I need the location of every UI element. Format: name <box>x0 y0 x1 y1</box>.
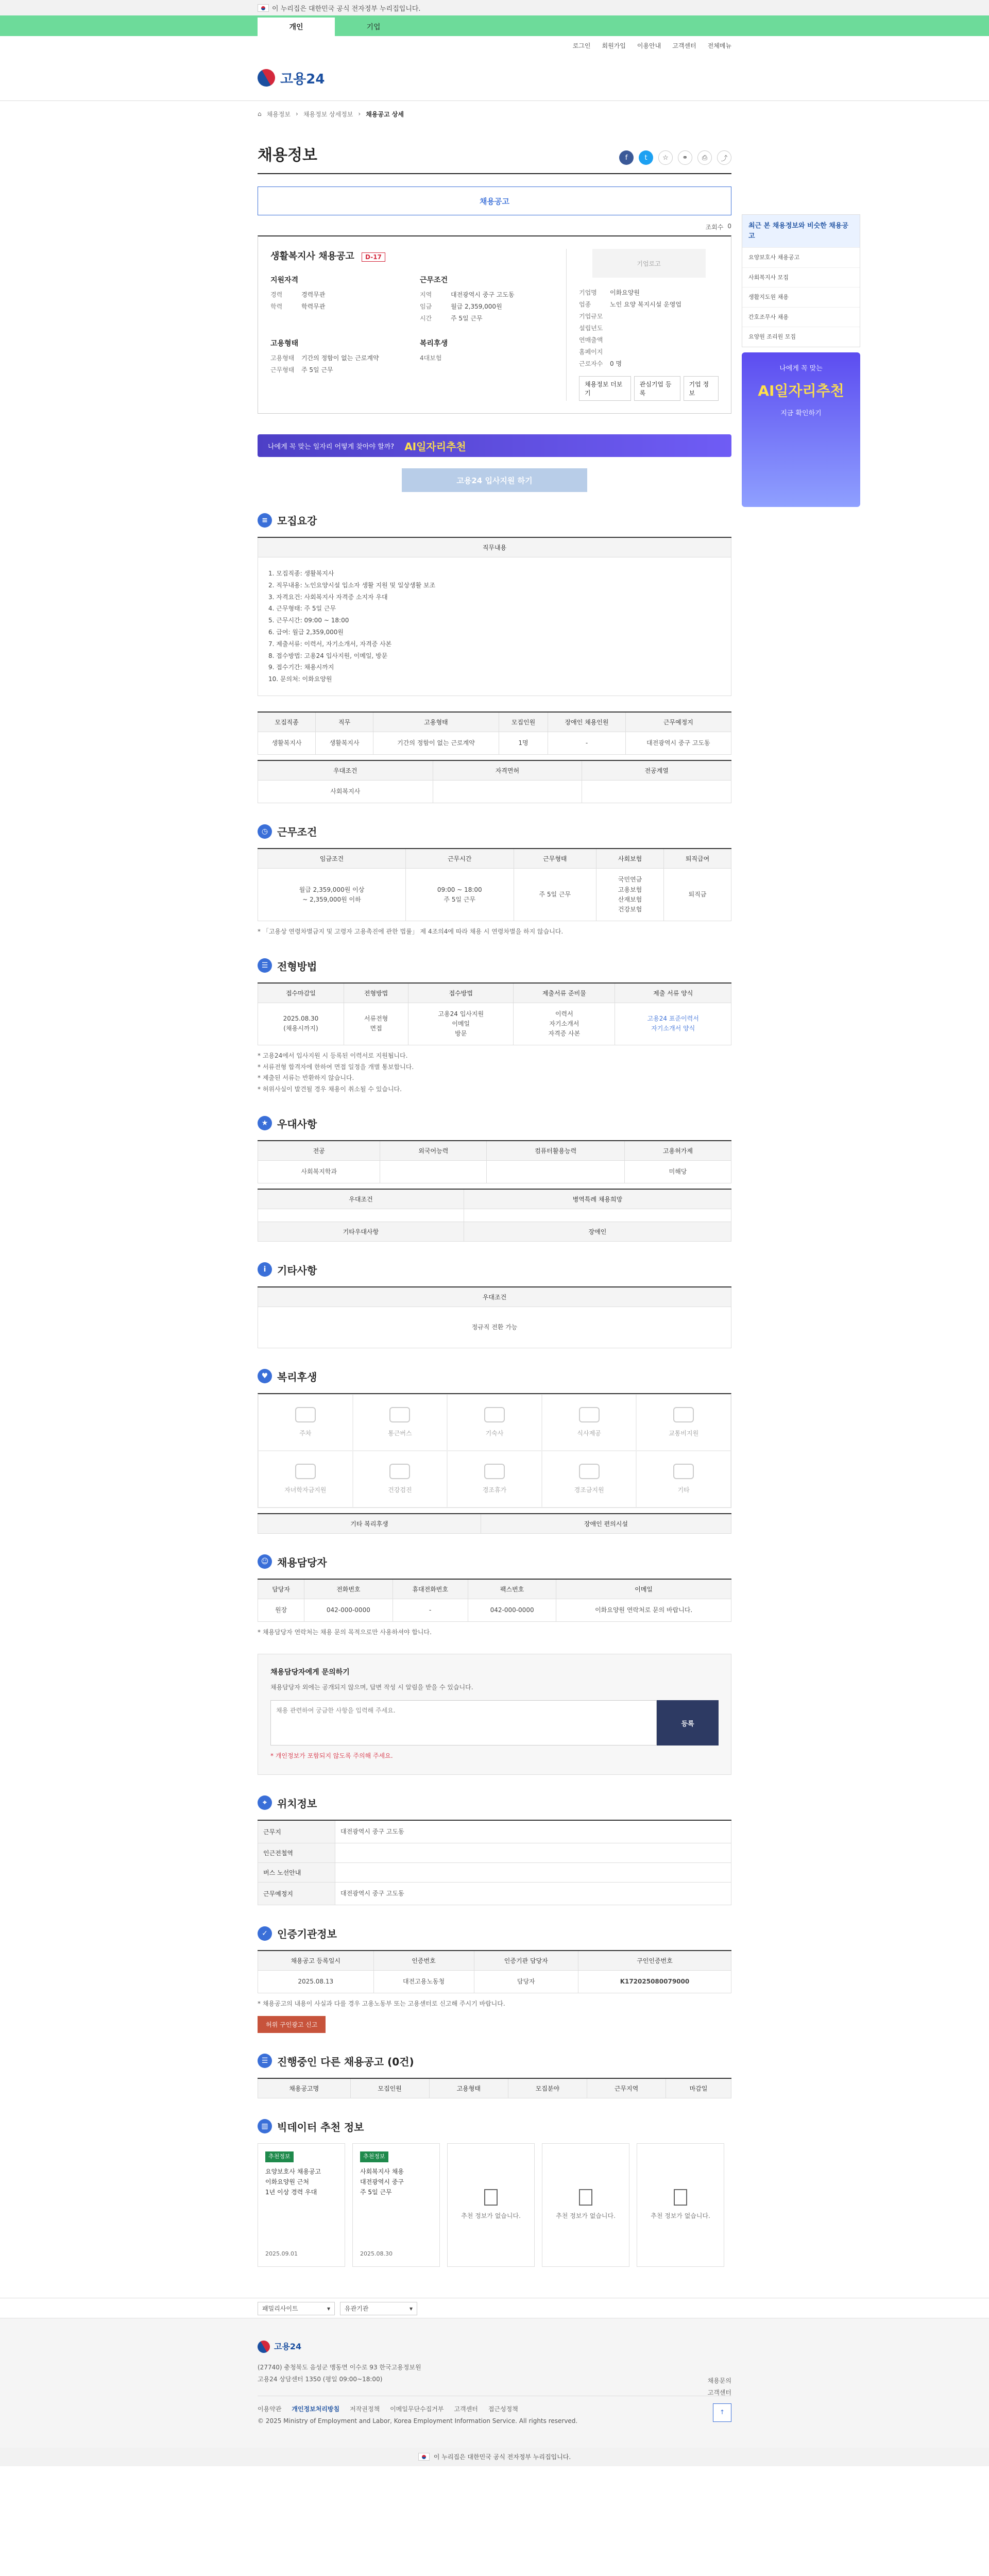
footer-address: (27740) 충청북도 음성군 맹동면 이수로 93 한국고용정보원 <box>258 2364 421 2371</box>
section-title: ☺ 채용담당자 <box>258 1554 731 1569</box>
document-icon <box>579 2189 592 2206</box>
other-jobs-table: 채용공고명 모집인원 고용형태 모집분야 근무지역 마감일 <box>258 2078 731 2098</box>
breadcrumb-current: 채용공고 상세 <box>366 110 404 118</box>
summary-card <box>258 235 731 414</box>
bus-icon <box>389 1407 410 1422</box>
job-title <box>270 249 554 262</box>
bigdata-empty: 추천 정보가 없습니다. <box>637 2143 724 2267</box>
gov-text: 이 누리집은 대한민국 공식 전자정부 누리집입니다. <box>272 5 421 13</box>
footer: 고용24 (27740) 충청북도 음성군 맹동면 이수로 93 한국고용정보원 고용24 상담센터 1350 (평일 09:00~18:00) 채용문의 고객센터 이용약관 개인정보처리방침 저작권정책 이메일무단수집거부 고객센터 접근성정책 © 2025 Ministry of Employment and Labor, Korea Employment Information Service. All rights reserved. ↑ <box>0 2318 989 2448</box>
doc-icon: ≡ <box>258 513 272 528</box>
section-title: ≡ 모집요강 <box>258 513 731 528</box>
bottom-gov-bar: 이 누리집은 대한민국 공식 전자정부 누리집입니다. <box>0 2448 989 2466</box>
bigdata-card[interactable]: 추천정보 요양보호사 채용공고 이화요양원 근처 1년 이상 경력 우대 2025.09.01 <box>258 2143 345 2267</box>
qna-footnote: * 개인정보가 포함되지 않도록 주의해 주세요. <box>270 1752 393 1760</box>
signup-link[interactable]: 회원가입 <box>602 42 626 49</box>
flag-icon <box>258 4 269 12</box>
page-title: 채용정보 <box>258 146 317 164</box>
chevron-down-icon: ▾ <box>409 2304 413 2312</box>
views-label: 조회수 <box>705 224 724 231</box>
more-jobs-button[interactable]: 채용정보 더보기 <box>579 376 631 401</box>
aside-recommend <box>742 214 860 347</box>
home-icon[interactable]: ⌂ <box>258 110 262 117</box>
views-value: 0 <box>727 223 731 230</box>
etc-icon <box>673 1464 694 1479</box>
person-icon: ☺ <box>258 1554 272 1569</box>
section-title: ⌖ 위치정보 <box>258 1795 731 1810</box>
ai-banner[interactable] <box>258 434 731 457</box>
selection-notes: * 고용24에서 입사지원 시 등록된 이력서로 지원됩니다. * 서류전형 합격자에 한하여 면접 일정을 개별 통보합니다. * 제출된 서류는 반환하지 않습니다. * 허위사실이 발견될 경우 채용이 취소될 수 있습니다. <box>258 1052 414 1093</box>
flag-icon <box>418 2453 430 2461</box>
welfare-item: 주차 <box>258 1394 353 1451</box>
welfare-item: 건강검진 <box>353 1451 448 1507</box>
bigdata-empty: 추천 정보가 없습니다. <box>447 2143 535 2267</box>
qna-submit-button[interactable]: 등록 <box>657 1700 719 1745</box>
dday-badge: D-17 <box>362 252 385 262</box>
qna-title: 채용담당자에게 문의하기 <box>270 1668 350 1676</box>
notice-box: 채용공고 <box>258 187 731 215</box>
aside-item[interactable]: 요양원 조리원 모집 <box>742 327 860 347</box>
contact-table: 담당자 전화번호 휴대전화번호 팩스번호 이메일 원장 042-000-0000 - 042-000-0000 이화요양원 연락처로 문의 바랍니다. <box>258 1579 731 1622</box>
meal-icon <box>579 1407 600 1422</box>
welfare-item: 기숙사 <box>447 1394 542 1451</box>
duty-text: 1. 모집직종: 생활복지사 2. 직무내용: 노인요양시설 입소자 생활 지원 및 일상생활 보조 3. 자격요건: 사회복지사 자격증 소지자 우대 4. 근무형태: 주 5일 근무 5. 근무시간: 09:00 ~ 18:00 6. 급여: 월급 2,359,000원 7. 제출서류: 이력서, 자기소개서, 자격증 사본 8. 접수방법: 고용24 입사지원, 이메일, 방문 9. 접수기간: 채용시까지 10. 문의처: 이화요양원 <box>258 557 731 696</box>
logo-icon <box>255 2338 272 2355</box>
qna-textarea[interactable] <box>270 1700 657 1745</box>
pin-icon: ⌖ <box>258 1795 272 1810</box>
list-icon: ☰ <box>258 958 272 973</box>
school-icon <box>295 1464 316 1479</box>
footer-tel: 고용24 상담센터 1350 (평일 09:00~18:00) <box>258 2376 383 2383</box>
money-icon <box>579 1464 600 1479</box>
share-icons <box>619 150 731 165</box>
section-title: ☰ 전형방법 <box>258 958 731 973</box>
top-button[interactable]: ↑ <box>713 2403 731 2422</box>
clock-icon: ◷ <box>258 824 272 839</box>
report-button[interactable]: 허위 구인광고 신고 <box>258 2016 326 2033</box>
section-title: ▥ 빅데이터 추천 정보 <box>258 2119 731 2134</box>
tab-personal[interactable]: 개인 <box>258 18 335 36</box>
parking-icon <box>295 1407 316 1422</box>
document-icon <box>674 2189 687 2206</box>
cert-table: 채용공고 등록일시 인증번호 인증기관 담당자 구인인증번호 2025.08.13 대전고용노동청 담당자 K172025080079000 <box>258 1950 731 1993</box>
link-icon[interactable]: ⚭ <box>678 150 692 165</box>
bigdata-empty: 추천 정보가 없습니다. <box>542 2143 629 2267</box>
share-icon[interactable]: ⤴ <box>717 150 731 165</box>
banner-ai: AI일자리추천 <box>404 440 466 453</box>
leave-icon <box>484 1464 505 1479</box>
section-title: ◷ 근무조건 <box>258 824 731 839</box>
bigdata-card[interactable]: 추천정보 사회복지사 채용 대전광역시 중구 주 5일 근무 2025.08.30 <box>352 2143 440 2267</box>
etc-table: 우대조건 정규직 전환 가능 <box>258 1286 731 1348</box>
banner-lead: 나에게 꼭 맞는 일자리 어떻게 찾아야 할까? <box>268 443 395 451</box>
hire-title: 고용형태 <box>270 340 299 348</box>
list-icon: ☰ <box>258 2054 272 2068</box>
req-title: 지원자격 <box>270 276 299 284</box>
welfare-item: 자녀학자금지원 <box>258 1451 353 1507</box>
welfare-item: 경조금지원 <box>542 1451 637 1507</box>
chevron-down-icon: ▾ <box>327 2304 330 2312</box>
chart-icon: ▥ <box>258 2119 272 2133</box>
welfare-item: 경조휴가 <box>447 1451 542 1507</box>
welfare-table: 기타 복리후생 장애인 편의시설 <box>258 1513 731 1534</box>
company-logo: 기업로고 <box>592 249 706 278</box>
site-bar <box>0 2298 989 2318</box>
contact-note: * 채용담당자 연락처는 채용 문의 목적으로만 사용하셔야 합니다. <box>258 1629 432 1636</box>
ad-bottom-text: 지금 확인하기 <box>780 409 822 417</box>
qna-desc: 채용담당자 외에는 공개되지 않으며, 답변 작성 시 알림을 받을 수 있습니다. <box>270 1683 473 1691</box>
main-content <box>258 127 731 2267</box>
logo-text[interactable]: 고용24 <box>280 71 325 87</box>
aside-head: 최근 본 채용정보와 비슷한 채용공고 <box>742 215 860 247</box>
logo-icon[interactable] <box>254 66 278 90</box>
bigdata-list <box>258 2143 731 2267</box>
summary-left: 생활복지사 채용공고 D-17 지원자격 경력 경력무관 학력 학력무관 근무조건 지역 대전광역시 중구 고도동 임금 월급 2,359,000원 시간 주 5일 근무 고용형태 고용형태 기간의 정함이 없는 근로계약 근무형태 주 5일 근무 복리후생 4대보험 <box>270 249 554 401</box>
aside-item[interactable]: 사회복지사 모집 <box>742 267 860 287</box>
breadcrumb-item[interactable]: 채용정보 <box>266 110 291 118</box>
apply-button[interactable]: 고용24 입사지원 하기 <box>402 468 587 492</box>
tab-company[interactable]: 기업 <box>335 18 412 36</box>
transport-icon <box>673 1407 694 1422</box>
gov-bar <box>0 0 989 15</box>
footer-right-link[interactable]: 고객센터 <box>707 2388 731 2396</box>
company-info: 기업로고 기업명 이화요양원 업종 노인 요양 복지시설 운영업 기업규모 설립년도 연매출액 홈페이지 근로자수 0 명 채용정보 더보기 관심기업 등록 기업 정보 <box>566 249 719 401</box>
login-link[interactable]: 로그인 <box>572 42 591 49</box>
welfare-item: 통근버스 <box>353 1394 448 1451</box>
welfare-item: 교통비지원 <box>636 1394 731 1451</box>
all-menu-link[interactable]: 전체메뉴 <box>707 42 731 49</box>
job-title-text: 생활복지사 채용공고 <box>270 251 354 262</box>
aside-ad-banner[interactable] <box>742 352 860 507</box>
recruit-table: 모집직종 직무 고용형태 모집인원 장애인 채용인원 근무예정지 생활복지사 생활복지사 기간의 정함이 없는 근로계약 1명 - 대전광역시 중구 고도동 <box>258 711 731 755</box>
aside <box>742 214 860 507</box>
badge-icon: ✓ <box>258 1926 272 1941</box>
util-bar <box>0 36 989 55</box>
section-title: ☰ 진행중인 다른 채용공고 (0건) <box>258 2054 731 2069</box>
info-icon: i <box>258 1262 272 1277</box>
cert-note: * 채용공고의 내용이 사실과 다를 경우 고용노동부 또는 고용센터로 신고해 주시기 바랍니다. <box>258 2000 505 2008</box>
document-icon <box>484 2189 498 2206</box>
dorm-icon <box>484 1407 505 1422</box>
qna-box <box>258 1654 731 1775</box>
heart-icon: ♥ <box>258 1369 272 1383</box>
footer-links: 이용약관 개인정보처리방침 저작권정책 이메일무단수집거부 고객센터 접근성정책 <box>258 2396 731 2415</box>
selection-table: 접수마감일 전형방법 접수방법 제출서류 준비물 제출 서류 양식 2025.08.30 (채용시까지) 서류전형 면접 고용24 입사지원 이메일 방문 이력서 자기소개서 자격증 사본 고용24 표준이력서 자기소개서 양식 <box>258 982 731 1046</box>
footer-copyright: © 2025 Ministry of Employment and Labor, Korea Employment Information Service. All rights reserved. <box>258 2417 578 2425</box>
section-title: ♥ 복리후생 <box>258 1369 731 1384</box>
qual-table: 우대조건 자격면허 전공계열 사회복지사 <box>258 760 731 803</box>
work-table: 임금조건 근무시간 근무형태 사회보험 퇴직급여 월급 2,359,000원 이상 ~ 2,359,000원 이하 09:00 ~ 18:00 주 5일 근무 주 5일 근무 국민연금 고용보험 산재보험 건강보험 퇴직금 <box>258 848 731 921</box>
location-table: 근무지 대전광역시 중구 고도동 인근전철역 버스 노선안내 근무예정지 대전광역시 중구 고도동 <box>258 1820 731 1905</box>
footer-right-link[interactable]: 채용문의 <box>707 2377 731 2384</box>
aside-item[interactable]: 요양보호사 채용공고 <box>742 247 860 267</box>
ad-big-text: AI일자리추천 <box>758 382 844 399</box>
header <box>0 55 989 101</box>
meta-row <box>258 223 731 231</box>
section-title: i 기타사항 <box>258 1262 731 1277</box>
bookmark-icon[interactable]: ☆ <box>658 150 673 165</box>
guide-link[interactable]: 이용안내 <box>637 42 661 49</box>
page-head <box>258 127 731 174</box>
section-title: ✓ 인증기관정보 <box>258 1926 731 1941</box>
welfare-item: 기타 <box>636 1451 731 1507</box>
aside-item[interactable]: 생활지도원 채용 <box>742 287 860 307</box>
user-tabs <box>0 15 989 36</box>
company-info-button[interactable]: 기업 정보 <box>684 376 719 401</box>
duty-table: 직무내용 1. 모집직종: 생활복지사 2. 직무내용: 노인요양시설 입소자 생활 지원 및 일상생활 보조 3. 자격요건: 사회복지사 자격증 소지자 우대 4. 근무형태: 주 5일 근무 5. 근무시간: 09:00 ~ 18:00 6. 급여: 월급 2,359,000원 7. 제출서류: 이력서, 자기소개서, 자격증 사본 8. 접수방법: 고용24 입사지원, 이메일, 방문 9. 접수기간: 채용시까지 10. 문의처: 이화요양원 <box>258 537 731 696</box>
age-note: * 「고용상 연령차별금지 및 고령자 고용촉진에 관한 법률」 제 4조의4에 따라 채용 시 연령차별을 하지 않습니다. <box>258 928 564 936</box>
ad-top-text: 나에게 꼭 맞는 <box>779 364 823 372</box>
support-link[interactable]: 고객센터 <box>672 42 696 49</box>
related-site-select[interactable]: 유관기관 ▾ <box>340 2302 417 2315</box>
health-icon <box>389 1464 410 1479</box>
twitter-icon[interactable]: t <box>639 150 653 165</box>
pref-table: 전공 외국어능력 컴퓨터활용능력 고용허가제 사회복지학과 미해당 <box>258 1140 731 1183</box>
print-icon[interactable]: ⎙ <box>697 150 712 165</box>
section-title: ★ 우대사항 <box>258 1116 731 1131</box>
cond-title: 근무조건 <box>420 276 448 284</box>
star-icon: ★ <box>258 1116 272 1130</box>
family-site-select[interactable]: 패밀리사이트 ▾ <box>258 2302 335 2315</box>
aside-item[interactable]: 간호조무사 채용 <box>742 307 860 327</box>
fav-company-button[interactable]: 관심기업 등록 <box>634 376 680 401</box>
welfare-grid <box>258 1393 731 1508</box>
breadcrumb-item[interactable]: 채용정보 상세정보 <box>303 110 353 118</box>
facebook-icon[interactable]: f <box>619 150 634 165</box>
breadcrumb: ⌂ 채용정보 › 채용정보 상세정보 › 채용공고 상세 <box>258 110 404 118</box>
pref-table-2: 우대조건 병역특례 채용희망 기타우대사항 장애인 <box>258 1189 731 1242</box>
welfare-item: 식사제공 <box>542 1394 637 1451</box>
welfare-title: 복리후생 <box>420 340 448 348</box>
